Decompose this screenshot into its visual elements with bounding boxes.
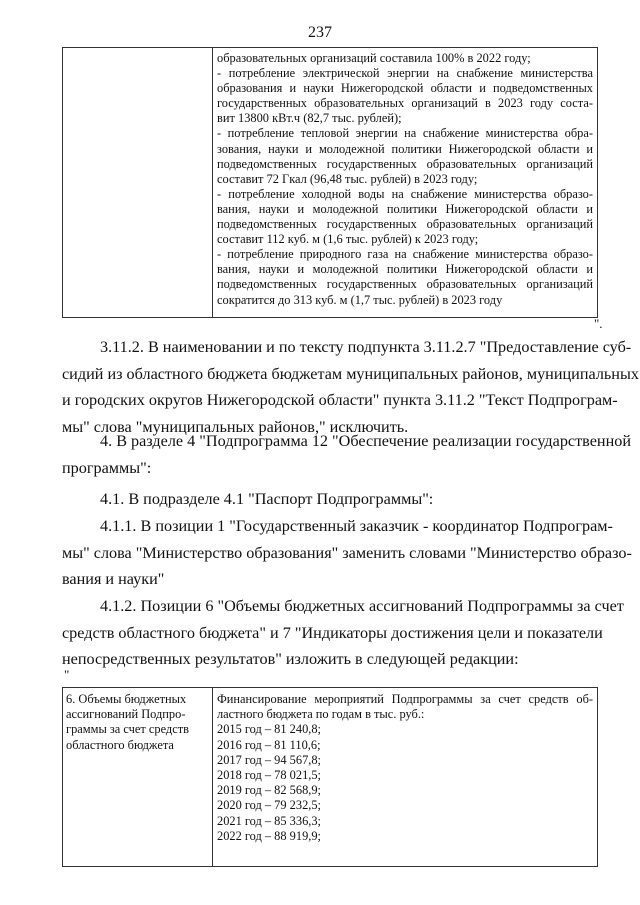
closing-quote: ". [594,316,603,331]
paragraph-line: 3.11.2. В наименовании и по тексту подпункта 3.11.2.7 "Предоставление суб- [100,338,632,356]
paragraph-line: 4.1. В подразделе 4.1 "Паспорт Подпрограммы": [100,490,434,508]
paragraph-line: программы": [62,458,152,477]
paragraph-line: мы" слова "Министерство образования" заменить словами "Министерство образо- [62,543,632,562]
budget-label-line: областного бюджета [66,737,174,752]
budget-year-line: 2018 год – 78 021,5; [217,768,321,783]
table-text-line: - потребление холодной воды на снабжение министерства образо- [217,186,593,201]
budget-year-line: 2017 год – 94 567,8; [217,752,321,767]
table-text-line: составит 72 Гкал (96,48 тыс. рублей) в 2023 году; [217,171,478,186]
table-budget-value-cell [217,692,593,844]
table-text-line: зования, науки и молодежной политики Нижегородской области и [217,141,593,156]
budget-year-line: 2016 год – 81 110,6; [217,737,321,752]
budget-year-line: 2019 год – 82 568,9; [217,783,321,798]
budget-label-line: граммы за счет средств [66,722,189,737]
table-text-line: вания, науки и молодежной политики Нижегородской области и [217,262,593,277]
table-continuation [62,47,598,318]
paragraph-line: вания и науки" [62,570,165,588]
table-budget [62,687,598,867]
table-text-line: сократится до 313 куб. м (1,7 тыс. рублей) в 2023 году [217,292,503,307]
page-number: 237 [308,24,332,41]
table-budget-label-cell [63,688,213,866]
table-text-line: государственных образовательных организаций в 2023 году соста- [217,96,593,111]
paragraph-4-1 [62,486,600,513]
paragraph-4-1-1 [62,513,632,593]
budget-year-line: 2020 год – 79 232,5; [217,798,321,813]
paragraph-line: и городских округов Нижегородской области" пункта 3.11.2 "Текст Подпрограм- [62,391,618,409]
table-right-cell [217,51,593,308]
budget-intro-line: ластного бюджета по годам в тыс. руб.: [217,707,425,722]
opening-quote: " [64,667,70,682]
paragraph-line: 4. В разделе 4 "Подпрограмма 12 "Обеспечение реализации государственной [100,432,632,450]
paragraph-3-11-2 [62,334,639,440]
paragraph-line: непосредственных результатов" изложить в следующей редакции: [62,650,519,668]
paragraph-line: 4.1.1. В позиции 1 "Государственный заказчик - координатор Подпрограм- [100,517,613,535]
paragraph-line: 4.1.2. Позиции 6 "Объемы бюджетных ассигнований Подпрограммы за счет [100,597,624,615]
paragraph-4-1-2 [62,593,624,673]
budget-year-line: 2022 год – 88 919,9; [217,828,321,843]
table-text-line: подведомственных государственных образовательных организаций [217,217,593,232]
table-text-line: - потребление электрической энергии на снабжение министерства [217,66,593,81]
table-text-line: - потребление природного газа на снабжение министерства образо- [217,247,593,262]
paragraph-line: сидий из областного бюджета бюджетам муниципальных районов, муниципальных [62,364,639,383]
table-text-line: образования и науки Нижегородской области и подведомственных [217,81,593,96]
table-text-line: вит 13800 кВт.ч (82,7 тыс. рублей); [217,111,402,126]
table-text-line: подведомственных государственных образовательных организаций [217,156,593,171]
table-text-line: вания, науки и молодежной политики Нижегородской области и [217,201,593,216]
table-left-cell [63,48,213,317]
budget-year-line: 2015 год – 81 240,8; [217,722,321,737]
table-text-line: составит 112 куб. м (1,6 тыс. рублей) к 2023 году; [217,232,479,247]
budget-label-line: 6. Объемы бюджетных [66,692,187,706]
budget-intro-line: Финансирование мероприятий Подпрограммы за счет средств об- [217,692,593,706]
paragraph-4 [62,428,632,481]
table-text-line: подведомственных государственных образовательных организаций [217,277,593,292]
table-text-line: образовательных организаций составила 100% в 2022 году; [217,51,531,65]
budget-label-line: ассигнований Подпро- [66,707,186,722]
paragraph-line: средств областного бюджета" и 7 "Индикаторы достижения цели и показатели [62,623,603,642]
table-text-line: - потребление тепловой энергии на снабжение министерства обра- [217,126,593,141]
paragraph-line: мы" слова "муниципальных районов," исключить. [62,417,409,436]
budget-year-line: 2021 год – 85 336,3; [217,813,321,828]
